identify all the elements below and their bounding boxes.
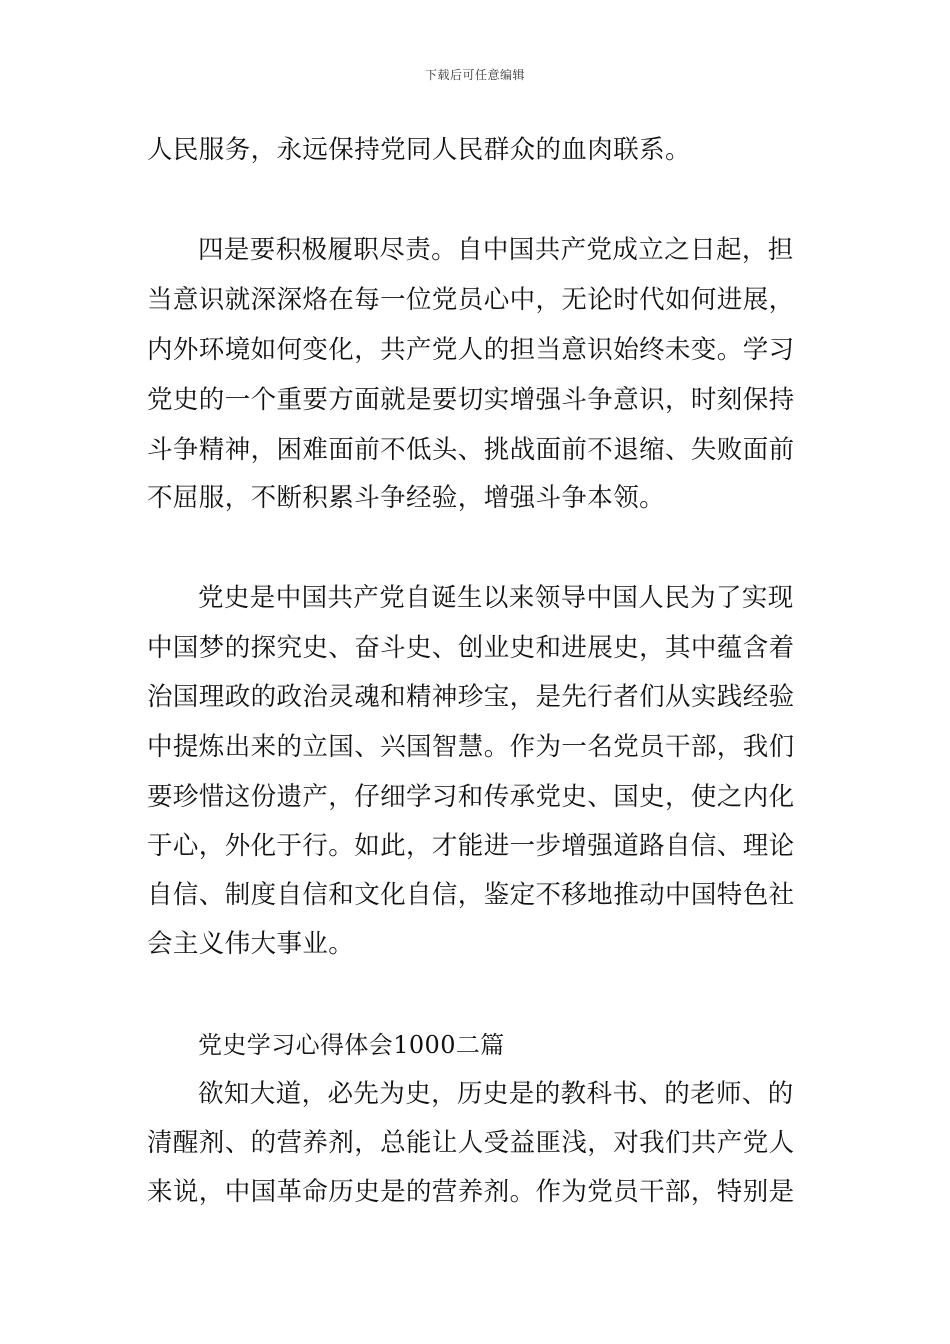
page-header-note: 下载后可任意编辑 (424, 68, 525, 82)
text-line: 会主义伟大事业。 (147, 929, 355, 959)
paragraph-first-line: 党史是中国共产党自诞生以来领导中国人民为了实现 (198, 583, 794, 613)
text-line: 来说，中国革命历史是的营养剂。作为党员干部，特别是 (147, 1177, 795, 1207)
text-line: 党史的一个重要方面就是要切实增强斗争意识，时刻保持 (147, 385, 795, 415)
text-line: 清醒剂、的营养剂，总能让人受益匪浅，对我们共产党人 (147, 1128, 795, 1158)
text-line: 治国理政的政治灵魂和精神珍宝，是先行者们从实践经验 (147, 682, 795, 712)
text-line: 中国梦的探究史、奋斗史、创业史和进展史，其中蕴含着 (147, 633, 795, 663)
text-line: 人民服务，永远保持党同人民群众的血肉联系。 (147, 135, 691, 165)
text-line: 要珍惜这份遗产，仔细学习和传承党史、国史，使之内化 (147, 782, 795, 812)
text-line: 中提炼出来的立国、兴国智慧。作为一名党员干部，我们 (147, 732, 795, 762)
text-line: 自信、制度自信和文化自信，鉴定不移地推动中国特色社 (147, 880, 795, 910)
text-line: 不屈服，不断积累斗争经验，增强斗争本领。 (147, 483, 666, 513)
paragraph-first-line: 欲知大道，必先为史，历史是的教科书、的老师、的 (198, 1079, 794, 1109)
text-line: 当意识就深深烙在每一位党员心中，无论时代如何进展， (147, 285, 795, 315)
text-line: 斗争精神，困难面前不低头、挑战面前不退缩、失败面前 (147, 435, 795, 465)
section-heading: 党史学习心得体会1000二篇 (198, 1031, 505, 1059)
text-line: 于心，外化于行。如此，才能进一步增强道路自信、理论 (147, 831, 795, 861)
paragraph-first-line: 四是要积极履职尽责。自中国共产党成立之日起，担 (198, 235, 794, 265)
text-line: 内外环境如何变化，共产党人的担当意识始终未变。学习 (147, 335, 795, 365)
